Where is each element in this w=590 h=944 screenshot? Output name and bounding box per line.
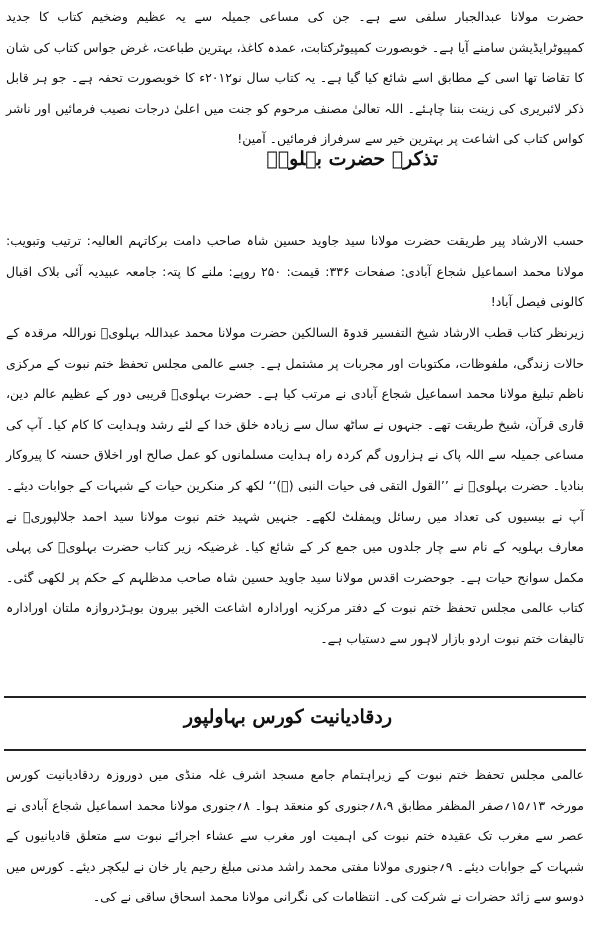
intro-paragraph: حضرت مولانا عبدالجبار سلفی سے ہے۔ جن کی مساعی جمیلہ سے یہ عظیم وضخیم کتاب کا جدید کمپیوٹرایڈیشن سامنے آیا ہے۔ خوبصورت کمپیوٹرکتابت، عمدہ کاغذ، بہترین طباعت، غرض جواس کتاب کی شان کا تقاضا تھا اسی کے مطابق اسے شائع کیا گیا ہے۔ یہ کتاب سال نو۲۰۱۲ء کا خوبصورت تحفہ ہے۔ جو ہر قابل ذکر لائبریری کی زینت بننا چاہئے۔ اللہ تعالیٰ مصنف مرحوم کو جنت میں اعلیٰ درجات نصیب فرمائیں اور ناشر کواس کتاب کی اشاعت پر بہترین خیر سے سرفراز فرمائیں۔ آمین! <box>6 9 584 147</box>
section-divider-bottom <box>4 749 586 751</box>
course-heading: ردقادیانیت کورس بہاولپور <box>183 706 392 728</box>
review-bibliography: حسب الارشاد پیر طریقت حضرت مولانا سید جاوید حسین شاہ صاحب دامت برکاتہم العالیہ: ترتیب وتبویب: مولانا محمد اسماعیل شجاع آبادی: صفحات ۳۳۶: قیمت: ۲۵۰ روپے: ملنے کا پتہ: جامعہ عبیدیہ آئی بلاک اقبال کالونی فیصل آباد! <box>6 233 585 310</box>
review-body: زیرنظر کتاب قطب الارشاد شیخ التفسیر قدوۃ السالکین حضرت مولانا محمد عبداللہ بہلویؒ نوراللہ مرقدہ کے حالات زندگی، ملفوظات، مکتوبات اور مجربات پر مشتمل ہے۔ جسے عالمی مجلس تحفظ ختم نبوت کے مرکزی ناظم تبلیغ مولانا محمد اسماعیل شجاع آبادی نے مرتب کیا ہے۔ حضرت بہلویؒ قریبی دور کے عظیم عالم دین، قاری قرآن، شیخ طریقت تھے۔ جنہوں نے ساٹھ سال سے زیادہ خلق خدا کے لئے رشد وہدایت کا کام کیا۔ آپ کی مساعی جمیلہ سے اللہ پاک نے ہزاروں گم کردہ راہ ہدایت مسلمانوں کو عمل صالح اور اخلاق حسنہ کا پیروکار بنادیا۔ حضرت بہلویؒ نے ’’القول التقی فی حیات النبی (ﷺ)‘‘ لکھ کر منکرین حیات کے شبہات کے جوابات دیئے۔ آپ نے بیسیوں کی تعداد میں رسائل وپمفلٹ لکھے۔ جنہیں شہید ختم نبوت مولانا سید احمد جلالپوریؒ نے معارف بہلویہ کے نام سے چار جلدوں میں جمع کر کے شائع کیا۔ غرضیکہ زیر کتاب حضرت بہلویؒ کی پہلی مکمل سوانح حیات ہے۔ جوحضرت اقدس مولانا سید جاوید حسین شاہ صاحب مدظلہم کے حکم پر لکھی گئی۔ کتاب عالمی مجلس تحفظ ختم نبوت کے دفتر مرکزیہ اورادارہ اشاعت الخیر بیرون بوہڑدروازہ ملتان اورادارہ تالیفات ختم نبوت اردو بازار لاہور سے دستیاب ہے۔ <box>6 325 584 646</box>
review-heading: تذکرہ حضرت بہلویؒ <box>266 148 438 170</box>
course-body: عالمی مجلس تحفظ ختم نبوت کے زیراہتمام جامع مسجد اشرف غلہ منڈی میں دوروزہ ردقادیانیت کورس مورخہ ۱۳؍۱۵؍صفر المظفر مطابق ۸،۹؍جنوری کو منعقد ہوا۔ ۸؍جنوری مولانا محمد اسماعیل شجاع آبادی نے عصر سے مغرب تک عقیدہ ختم نبوت کی اہمیت اور مغرب سے عشاء اجرائے نبوت سے متعلق قادیانیوں کے شبہات کے جوابات دیئے۔ ۹؍جنوری مولانا مفتی محمد راشد مدنی مبلغ رحیم یار خان نے لیکچر دیئے۔ کورس میں دوسو سے زائد حضرات نے شرکت کی۔ انتظامات کی نگرانی مولانا محمد اسحاق ساقی نے کی۔ <box>6 767 584 905</box>
section-divider-top <box>4 696 586 698</box>
